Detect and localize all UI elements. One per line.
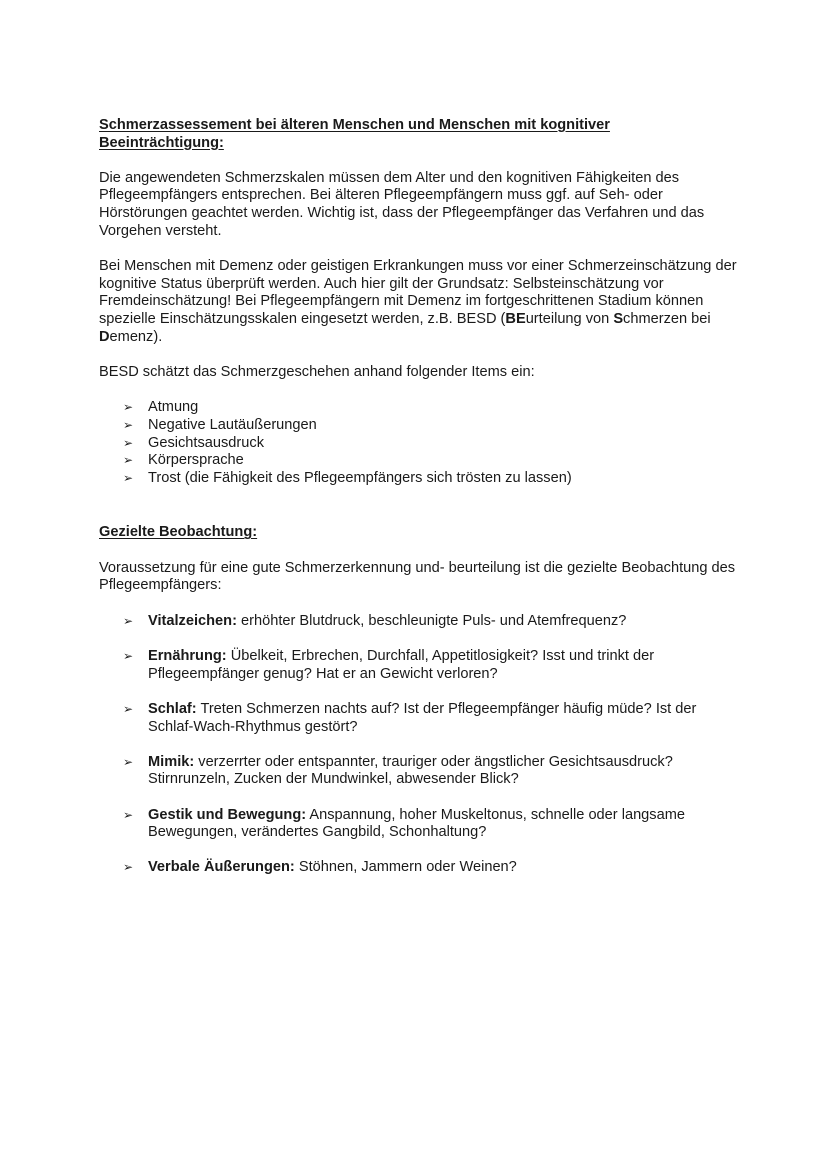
list-item xyxy=(99,754,739,789)
paragraph-schmerzskalen: Die angewendeten Schmerzskalen müssen dem Alter und den kognitiven Fähigkeiten des Pflegeempfängers entsprechen. Bei älteren Pflegeempfängern muss ggf. auf Seh- oder Hörstörungen geachtet werden. Wichtig ist, dass der Pflegeempfänger das Verfahren und das Vorgehen versteht. xyxy=(99,169,705,239)
list-item xyxy=(99,701,739,736)
arrowhead-bullet-icon: ➢ xyxy=(123,400,134,415)
observation-text: erhöhter Blutdruck, beschleunigte Puls- und Atemfrequenz? xyxy=(236,613,627,630)
heading-line-2: Beeinträchtigung: xyxy=(99,134,224,151)
observation-label: Gestik und Bewegung: xyxy=(148,806,307,823)
list-item xyxy=(99,435,739,453)
observation-label: Mimik: xyxy=(148,753,195,770)
list-item-text: Körpersprache xyxy=(148,452,244,469)
document-body xyxy=(99,117,739,895)
arrowhead-bullet-icon: ➢ xyxy=(123,649,134,664)
heading-line-1: Schmerzassessement bei älteren Menschen und Menschen mit kognitiver xyxy=(99,117,610,133)
arrowhead-bullet-icon: ➢ xyxy=(123,860,134,875)
observation-text: Treten Schmerzen nachts auf? Ist der Pflegeempfänger häufig müde? Ist der Schlaf-Wach-Rhythmus gestört? xyxy=(148,701,697,735)
arrowhead-bullet-icon: ➢ xyxy=(123,614,134,629)
list-item xyxy=(99,859,739,877)
observation-label: Schlaf: xyxy=(148,701,197,718)
arrowhead-bullet-icon: ➢ xyxy=(123,754,134,769)
besd-items-list xyxy=(99,399,739,487)
list-item-text: Gesichtsausdruck xyxy=(148,434,264,451)
arrowhead-bullet-icon: ➢ xyxy=(123,435,134,450)
list-item-text: Negative Lautäußerungen xyxy=(148,416,317,433)
observation-label: Ernährung: xyxy=(148,648,227,665)
besd-text-2: chmerzen bei xyxy=(623,310,711,327)
section-heading-gezielte-beobachtung: Gezielte Beobachtung: xyxy=(99,524,258,541)
list-item xyxy=(99,613,739,631)
paragraph-demenz-text: Bei Menschen mit Demenz oder geistigen Erkrankungen muss vor einer Schmerzeinschätzung der kognitive Status überprüft werden. Auch hier gilt der Grundsatz: Selbsteinschätzung vor Fremdeinschätzung! Bei Pflegeempfängern mit Demenz im fortgeschrittenen Stadium können spezielle Einschätzungsskalen eingesetzt werden, z.B. BESD ( xyxy=(99,258,737,327)
arrowhead-bullet-icon: ➢ xyxy=(123,702,134,717)
arrowhead-bullet-icon: ➢ xyxy=(123,453,134,468)
list-item-text: Atmung xyxy=(148,399,199,416)
observation-text: verzerrter oder entspannter, trauriger oder ängstlicher Gesichtsausdruck? Stirnrunzeln, Zucken der Mundwinkel, abwesender Blick? xyxy=(148,753,673,788)
list-item xyxy=(99,807,739,842)
observation-text: Übelkeit, Erbrechen, Durchfall, Appetitlosigkeit? Isst und trinkt der Pflegeempfänger genug? Hat er an Gewicht verloren? xyxy=(148,648,655,682)
besd-text-1: urteilung von xyxy=(525,310,614,327)
observation-list xyxy=(99,613,739,877)
observation-text: Anspannung, hoher Muskeltonus, schnelle oder langsame Bewegungen, verändertes Gangbild, Schonhaltung? xyxy=(148,806,685,841)
paragraph-besd-items-intro: BESD schätzt das Schmerzgeschehen anhand folgender Items ein: xyxy=(99,364,535,381)
besd-text-3: emenz). xyxy=(109,328,163,345)
paragraph-demenz xyxy=(99,258,739,346)
besd-letter-s: S xyxy=(613,310,624,327)
section-heading-schmerzassessement xyxy=(99,117,739,152)
list-item xyxy=(99,417,739,435)
arrowhead-bullet-icon: ➢ xyxy=(123,417,134,432)
besd-letter-d: D xyxy=(99,328,110,345)
list-item xyxy=(99,648,739,683)
paragraph-beobachtung-intro: Voraussetzung für eine gute Schmerzerkennung und- beurteilung ist die gezielte Beobachtung des Pflegeempfängers: xyxy=(99,559,736,594)
list-item xyxy=(99,452,739,470)
list-item xyxy=(99,470,739,488)
besd-letter-be: BE xyxy=(505,310,526,327)
list-item xyxy=(99,399,739,417)
arrowhead-bullet-icon: ➢ xyxy=(123,807,134,822)
list-item-text: Trost (die Fähigkeit des Pflegeempfängers sich trösten zu lassen) xyxy=(148,469,572,486)
arrowhead-bullet-icon: ➢ xyxy=(123,470,134,485)
observation-label: Verbale Äußerungen: xyxy=(148,859,295,876)
observation-label: Vitalzeichen: xyxy=(148,613,237,630)
observation-text: Stöhnen, Jammern oder Weinen? xyxy=(294,859,517,876)
